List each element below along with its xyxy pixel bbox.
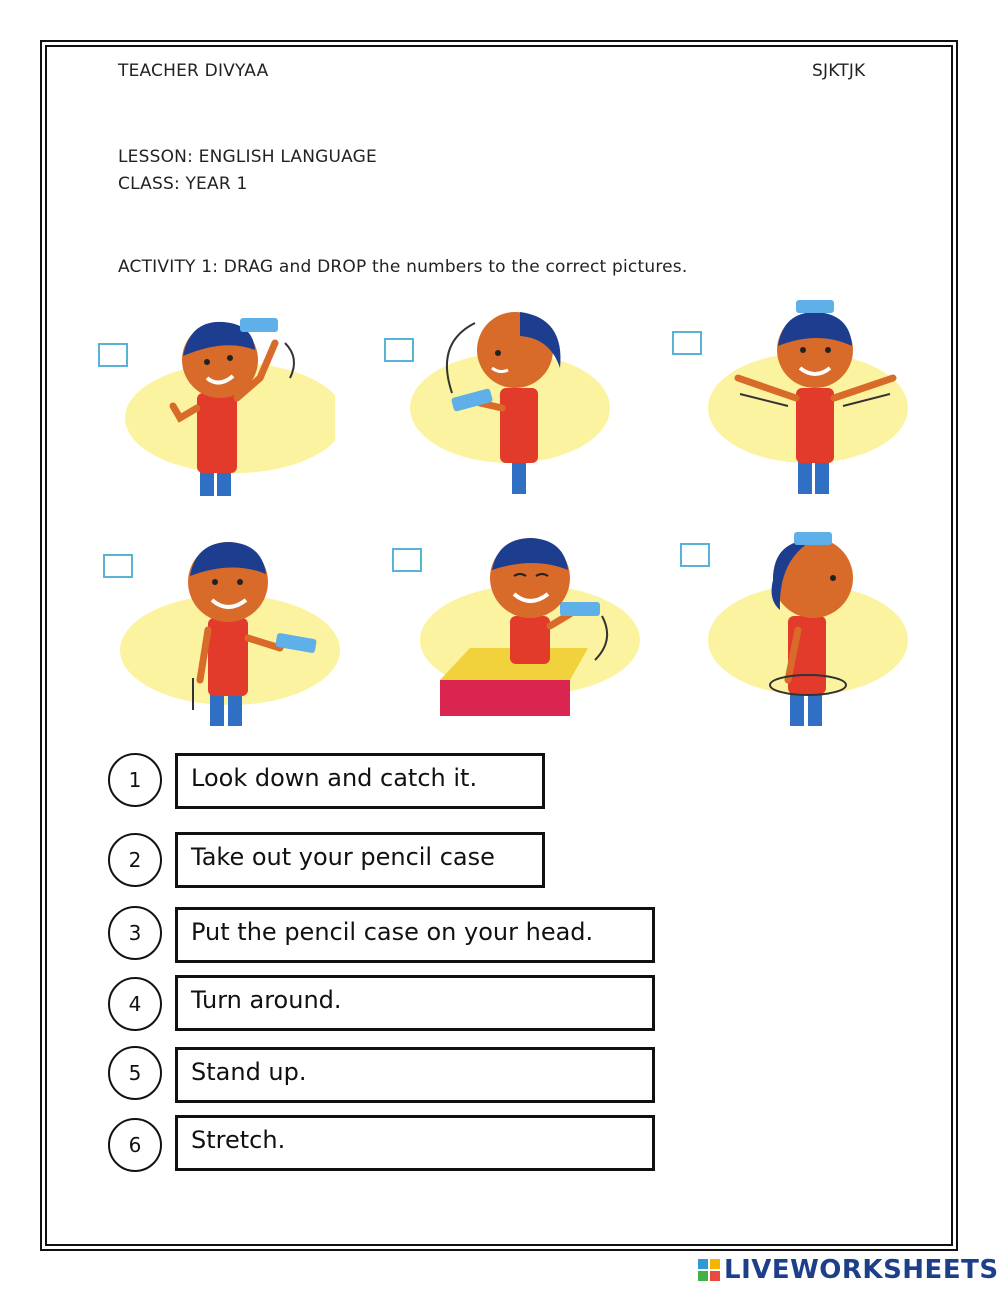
number-token-5[interactable]: 5	[108, 1046, 162, 1100]
lesson-label: LESSON: ENGLISH LANGUAGE	[118, 147, 377, 167]
instruction-box-1: Look down and catch it.	[175, 753, 545, 809]
number-token-2[interactable]: 2	[108, 833, 162, 887]
picture-stretch	[668, 298, 908, 498]
instruction-box-4: Turn around.	[175, 975, 655, 1031]
activity-title: ACTIVITY 1: DRAG and DROP the numbers to the correct pictures.	[118, 257, 688, 277]
picture-stand-up	[100, 530, 340, 730]
instruction-box-3: Put the pencil case on your head.	[175, 907, 655, 963]
brand-text: LIVEWORKSHEETS	[724, 1255, 999, 1285]
picture-put-on-head	[95, 298, 335, 498]
teacher-name: TEACHER DIVYAA	[118, 61, 269, 81]
answer-drop-box-6[interactable]	[680, 543, 710, 567]
liveworksheets-logo	[698, 1255, 999, 1285]
picture-take-out-pencil-case	[410, 530, 650, 730]
instruction-box-2: Take out your pencil case	[175, 832, 545, 888]
picture-look-down-catch	[380, 298, 620, 498]
instruction-box-5: Stand up.	[175, 1047, 655, 1103]
answer-drop-box-1[interactable]	[98, 343, 128, 367]
answer-drop-box-3[interactable]	[672, 331, 702, 355]
class-label: CLASS: YEAR 1	[118, 174, 248, 194]
logo-squares-icon	[698, 1259, 720, 1281]
number-token-6[interactable]: 6	[108, 1118, 162, 1172]
number-token-1[interactable]: 1	[108, 753, 162, 807]
answer-drop-box-2[interactable]	[384, 338, 414, 362]
answer-drop-box-5[interactable]	[392, 548, 422, 572]
number-token-3[interactable]: 3	[108, 906, 162, 960]
answer-drop-box-4[interactable]	[103, 554, 133, 578]
school-name: SJKTJK	[812, 61, 866, 81]
number-token-4[interactable]: 4	[108, 977, 162, 1031]
instruction-box-6: Stretch.	[175, 1115, 655, 1171]
